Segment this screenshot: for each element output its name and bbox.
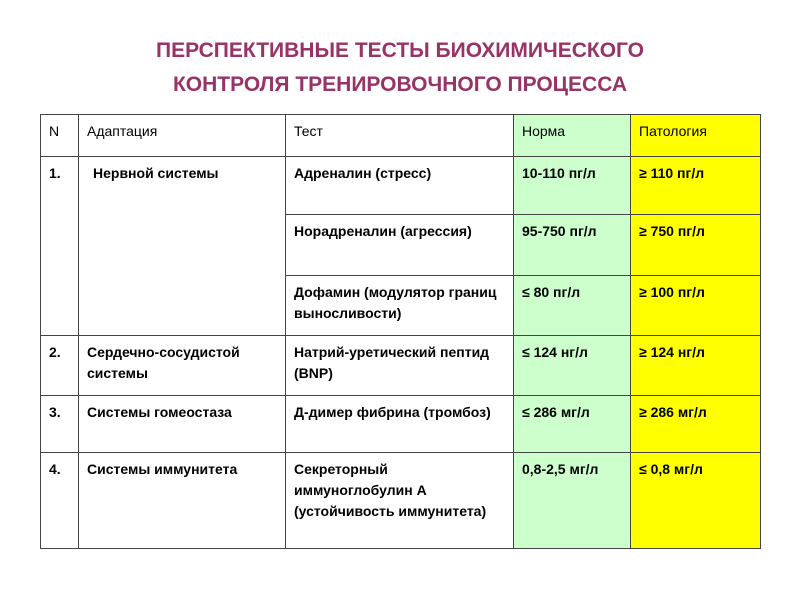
table-row (41, 396, 761, 453)
row-norm: ≤ 80 пг/л (514, 276, 631, 336)
row-pathology: ≤ 0,8 мг/л (631, 453, 761, 549)
row-number: 3. (41, 396, 79, 453)
row-adaptation: Сердечно-сосудистой системы (79, 336, 286, 396)
header-n: N (41, 115, 79, 157)
tests-table (40, 114, 761, 549)
row-norm: 10-110 пг/л (514, 157, 631, 215)
row-pathology: ≥ 100 пг/л (631, 276, 761, 336)
title-line-1: ПЕРСПЕКТИВНЫЕ ТЕСТЫ БИОХИМИЧЕСКОГО (156, 39, 644, 62)
header-pathology: Патология (631, 115, 761, 157)
row-test: Дофамин (модулятор границ выносливости) (286, 276, 514, 336)
row-number: 4. (41, 453, 79, 549)
row-test: Норадреналин (агрессия) (286, 215, 514, 276)
row-test: Секреторный иммуноглобулин А (устойчивость иммунитета) (286, 453, 514, 549)
header-test: Тест (286, 115, 514, 157)
row-norm: ≤ 124 нг/л (514, 336, 631, 396)
header-adaptation: Адаптация (79, 115, 286, 157)
row-norm: 95-750 пг/л (514, 215, 631, 276)
row-pathology: ≥ 286 мг/л (631, 396, 761, 453)
row-pathology: ≥ 750 пг/л (631, 215, 761, 276)
table-row (41, 453, 761, 549)
row-number: 1. (41, 157, 79, 336)
title-line-2: КОНТРОЛЯ ТРЕНИРОВОЧНОГО ПРОЦЕССА (172, 73, 628, 96)
table-row (41, 336, 761, 396)
row-test: Д-димер фибрина (тромбоз) (286, 396, 514, 453)
row-pathology: ≥ 124 нг/л (631, 336, 761, 396)
row-pathology: ≥ 110 пг/л (631, 157, 761, 215)
header-row (41, 115, 761, 157)
row-norm: 0,8-2,5 мг/л (514, 453, 631, 549)
row-number: 2. (41, 336, 79, 396)
row-test: Натрий-уретический пептид (BNP) (286, 336, 514, 396)
table-row (41, 157, 761, 215)
row-adaptation: Системы иммунитета (79, 453, 286, 549)
row-norm: ≤ 286 мг/л (514, 396, 631, 453)
header-norm: Норма (514, 115, 631, 157)
page-title (0, 34, 800, 102)
row-adaptation (79, 157, 286, 336)
row-adaptation: Системы гомеостаза (79, 396, 286, 453)
row-adaptation-text: Нервной системы (93, 165, 219, 181)
row-test: Адреналин (стресс) (286, 157, 514, 215)
